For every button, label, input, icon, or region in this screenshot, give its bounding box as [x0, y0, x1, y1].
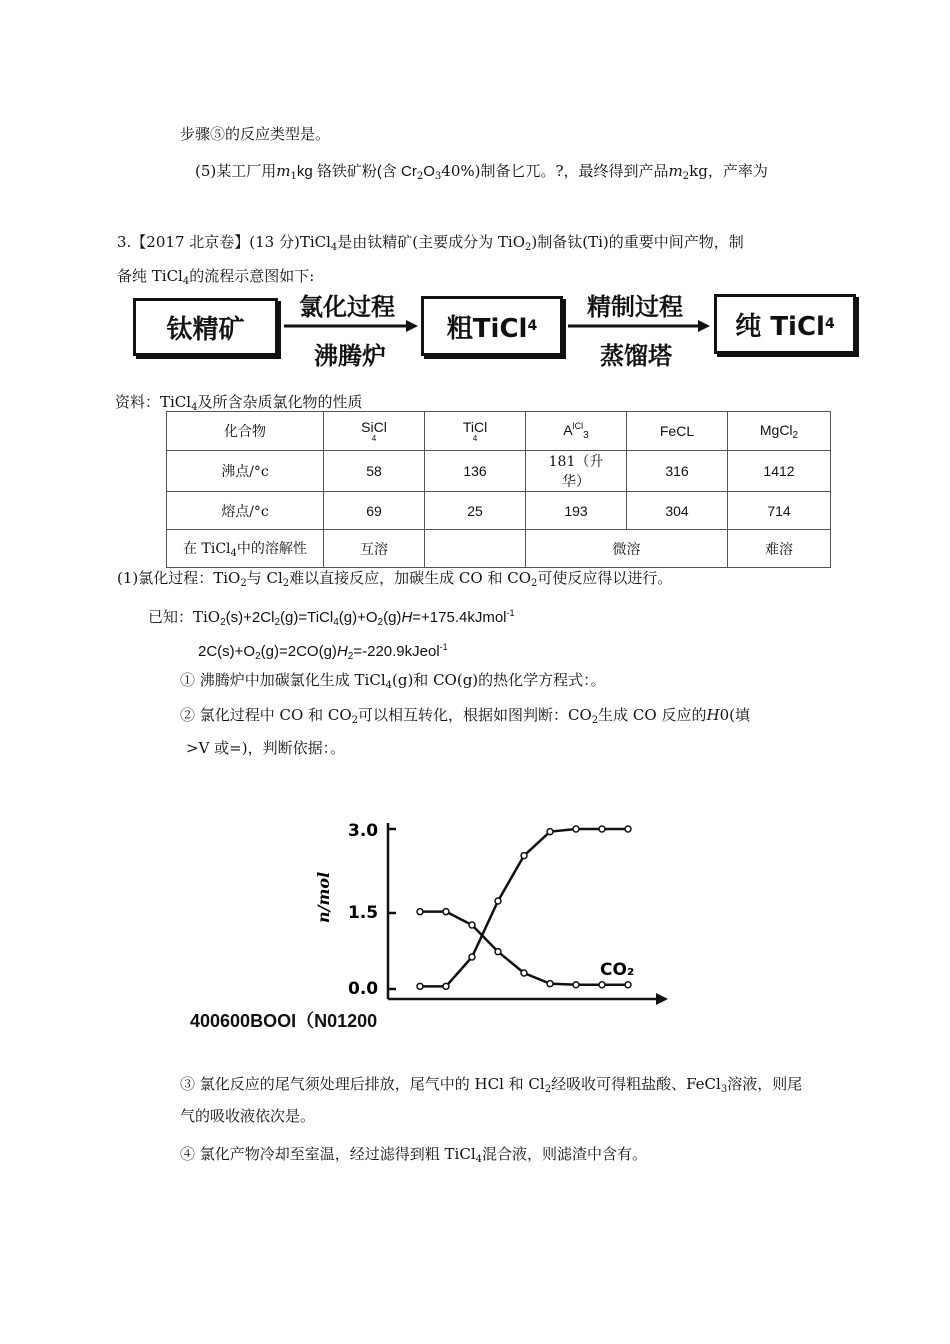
line-text: (g)=TiCl	[280, 609, 334, 626]
table-cell: 316	[627, 451, 728, 492]
table-row-label: 沸点/°c	[167, 451, 324, 492]
line-text: (g)+O	[338, 609, 378, 626]
chart-x-arrow	[656, 993, 668, 1005]
line-text: (5)某工厂用	[195, 162, 277, 180]
line-text: =+175.4kJmol	[412, 609, 507, 626]
subquestion-3: ③ 氯化反应的尾气须处理后排放，尾气中的 HCl 和 $Cl_2$经吸收可得粗盐酸、FeCl$_3$溶液，则尾	[180, 1075, 803, 1095]
part-1-text: (1)氯化过程：TiO$_2$与 $Cl_2$难以直接反应，加碳生成 CO 和 $CO_2$可使反应得以进行。	[117, 569, 673, 589]
var-m2: m	[668, 162, 683, 180]
line-text: ③ 氯化反应的尾气须处理后排放，尾气中的 HCl 和 Cl	[180, 1075, 545, 1093]
co-co2-chart	[314, 805, 680, 1005]
chart-point	[625, 982, 631, 988]
text-line-part5: (5)某工厂用$m_1kg$ 铬铁矿粉(含 $Cr_2O_340\%$)制备匕兀。?，最终得到产品$m_2kg$，产率为	[195, 162, 768, 182]
var-m1: m	[276, 162, 291, 180]
line-text: 步骤⑤的反应类型是。	[180, 125, 331, 143]
chart-series-label-co2: CO₂	[600, 960, 635, 980]
line-text: 可以相互转化，根据如图判断：CO	[358, 706, 592, 724]
chart-point	[443, 909, 449, 915]
cell-text: 中的溶解性	[236, 541, 307, 557]
line-text: kg 铬铁矿粉(含 Cr	[296, 163, 417, 180]
line-text: 生成 CO 反应的	[598, 706, 707, 724]
line-text: 的流程示意图如下:	[189, 267, 315, 285]
flow-box-pure	[714, 294, 856, 354]
chart-ylabel: n/mol	[314, 871, 333, 923]
flow-box-label: 纯 TiCl	[735, 311, 825, 342]
line-text: ② 氯化过程中 CO 和 CO	[180, 706, 352, 724]
table-row-label	[167, 530, 324, 568]
properties-table	[166, 411, 831, 568]
line-text: 已知：TiO	[148, 608, 221, 626]
subscript: 4	[527, 318, 538, 334]
table-cell: 181（升华）	[526, 451, 627, 492]
chart-point	[417, 909, 423, 915]
chart-ytick: 3.0	[348, 821, 379, 841]
cell-text: A	[563, 422, 573, 438]
line-text: =-220.9kJeol	[353, 643, 440, 660]
chart-point	[469, 954, 475, 960]
line-text: ① 沸腾炉中加碳氯化生成 TiCl	[180, 671, 386, 689]
cell-subscript: 2	[792, 429, 799, 441]
line-text: (g)和 CO(g)的热化学方程式：。	[392, 671, 606, 689]
table-header-cell	[324, 412, 425, 451]
chart-point	[495, 898, 501, 904]
chart-point	[521, 970, 527, 976]
line-text: 经吸收可得粗盐酸、FeCl	[551, 1075, 721, 1093]
line-text: O	[423, 163, 435, 180]
table-cell: 微溶	[526, 530, 728, 568]
cell-subscript: 4	[371, 434, 377, 443]
table-header-cell	[425, 412, 526, 451]
var-h: H	[336, 643, 348, 660]
cell-superscript: lCl	[572, 421, 584, 431]
subquestion-4: ④ 氯化产物冷却至室温，经过滤得到粗 TiCl$_4$混合液，则滤渣中含有。	[180, 1145, 648, 1165]
table-row	[167, 451, 831, 492]
cell-text: TiCl	[462, 419, 488, 435]
flow-box-label: 钛精矿	[166, 314, 245, 345]
table-row-label: 熔点/°c	[167, 492, 324, 530]
line-text: 是由钛精矿(主要成分为 TiO	[337, 233, 525, 251]
line-text: ④ 氯化产物冷却至室温，经过滤得到粗 TiCl	[180, 1145, 476, 1163]
flow-arrow-2	[566, 318, 712, 334]
line-text: 溶液，则尾	[727, 1075, 803, 1093]
equation-2: $2C(s)+O_2(g)=2CO(g)H_2=-220.9kJeol^{-1}$	[198, 642, 448, 662]
line-text: 难以直接反应，加碳生成 CO 和 CO	[289, 569, 532, 587]
equation-1: 已知：$TiO_2(s)+2Cl_2(g)=TiCl_4(g)+O_2(g)H=+175.4kJmol^{-1}$	[148, 608, 515, 628]
line-text: 资料：TiCl	[115, 393, 192, 411]
chart-point	[547, 829, 553, 835]
chart-point	[469, 922, 475, 928]
line-text: 混合液，则滤渣中含有。	[482, 1145, 648, 1163]
flow-arrow-1	[282, 318, 420, 334]
line-text: (1)氯化过程：TiO	[117, 569, 241, 587]
cell-text: 在 TiCl	[183, 541, 231, 557]
line-text: 及所含杂质氯化物的性质	[197, 393, 363, 411]
flow-box-label: 粗TiCl	[446, 313, 528, 344]
chart-point	[573, 982, 579, 988]
line-text: 2C(s)+O	[198, 643, 256, 660]
line-text: 0(填	[719, 706, 750, 724]
table-header-row	[167, 412, 831, 451]
line-text: 与 Cl	[246, 569, 283, 587]
line-text: 3.【2017 北京卷】(13 分)TiCl	[117, 233, 331, 251]
cell-subscript: 4	[230, 548, 237, 559]
table-header-cell	[526, 412, 627, 451]
cell-subscript: 4	[472, 434, 478, 443]
flow-arrow2-top-label: 精制过程	[587, 293, 683, 321]
chart-point	[521, 853, 527, 859]
flow-arrow2-bottom-label: 蒸馏塔	[600, 342, 672, 370]
subquestion-3-cont	[180, 1106, 315, 1126]
line-text: 40%)制备匕兀。?，最终得到产品	[441, 162, 669, 180]
flow-arrow1-top-label: 氯化过程	[299, 293, 395, 321]
superscript: -1	[439, 642, 448, 652]
chart-point	[599, 826, 605, 832]
table-cell: 69	[324, 492, 425, 530]
question-3-intro: 3.【2017 北京卷】(13 分)TiCl$_4$是由钛精矿(主要成分为 TiO$_2$)制备钛(Ti)的重要中间产物，制	[117, 233, 744, 253]
chart-point	[573, 826, 579, 832]
subquestion-2-cont	[186, 738, 345, 758]
reference-caption: 资料：TiCl$_4$及所含杂质氯化物的性质	[115, 393, 363, 413]
question-3-intro-2: 备纯 TiCl$_4$的流程示意图如下:	[117, 267, 315, 287]
line-text: 可使反应得以进行。	[537, 569, 673, 587]
table-header-cell: 化合物	[167, 412, 324, 451]
line-text: >V 或=)，判断依据：。	[186, 739, 346, 757]
chart-point	[625, 826, 631, 832]
var-h: H	[706, 706, 720, 724]
table-cell: 304	[627, 492, 728, 530]
table-header-cell	[728, 412, 831, 451]
line-text: 备纯 TiCl	[117, 267, 183, 285]
chart-marks	[417, 826, 631, 989]
table-cell	[425, 530, 526, 568]
chart-point	[495, 949, 501, 955]
chart-point	[417, 983, 423, 989]
chart-point	[547, 981, 553, 987]
text-line-step5	[180, 124, 330, 144]
subquestion-1: ① 沸腾炉中加碳氯化生成 TiCl$_4$(g)和 CO(g)的热化学方程式：。	[180, 671, 606, 691]
chart-x-caption: 400600BOOI（N01200	[190, 1011, 378, 1031]
line-text: )制备钛(Ti)的重要中间产物，制	[531, 233, 744, 251]
line-text: (g)=2CO(g)	[260, 643, 337, 660]
table-cell: 193	[526, 492, 627, 530]
line-text: (g)	[383, 609, 402, 626]
chart-point	[599, 982, 605, 988]
superscript: -1	[506, 608, 515, 618]
table-cell: 58	[324, 451, 425, 492]
flow-box-crude	[421, 296, 563, 356]
flow-arrow1-bottom-label: 沸腾炉	[314, 342, 386, 370]
var-h: H	[401, 609, 413, 626]
subquestion-2: ② 氯化过程中 CO 和 $CO_2$可以相互转化，根据如图判断：$CO_2$生成 CO 反应的H0(填	[180, 706, 750, 726]
table-row	[167, 530, 831, 568]
table-cell: 714	[728, 492, 831, 530]
table-header-cell: FeCL	[627, 412, 728, 451]
line-text: kg，产率为	[689, 162, 768, 180]
table-cell: 1412	[728, 451, 831, 492]
chart-point	[443, 983, 449, 989]
table-cell: 互溶	[324, 530, 425, 568]
cell-subscript: 3	[583, 430, 589, 441]
chart-ytick: 0.0	[348, 979, 379, 999]
table-cell: 136	[425, 451, 526, 492]
cell-text: SiCl	[361, 419, 387, 435]
flow-box-ore	[133, 298, 278, 356]
line-text: 气的吸收液依次是。	[180, 1107, 316, 1125]
cell-text: MgCl	[759, 421, 793, 438]
table-row	[167, 492, 831, 530]
subscript: 4	[824, 316, 835, 332]
chart-ytick: 1.5	[348, 903, 379, 923]
table-cell: 25	[425, 492, 526, 530]
line-text: (s)+2Cl	[225, 609, 275, 626]
table-cell: 难溶	[728, 530, 831, 568]
